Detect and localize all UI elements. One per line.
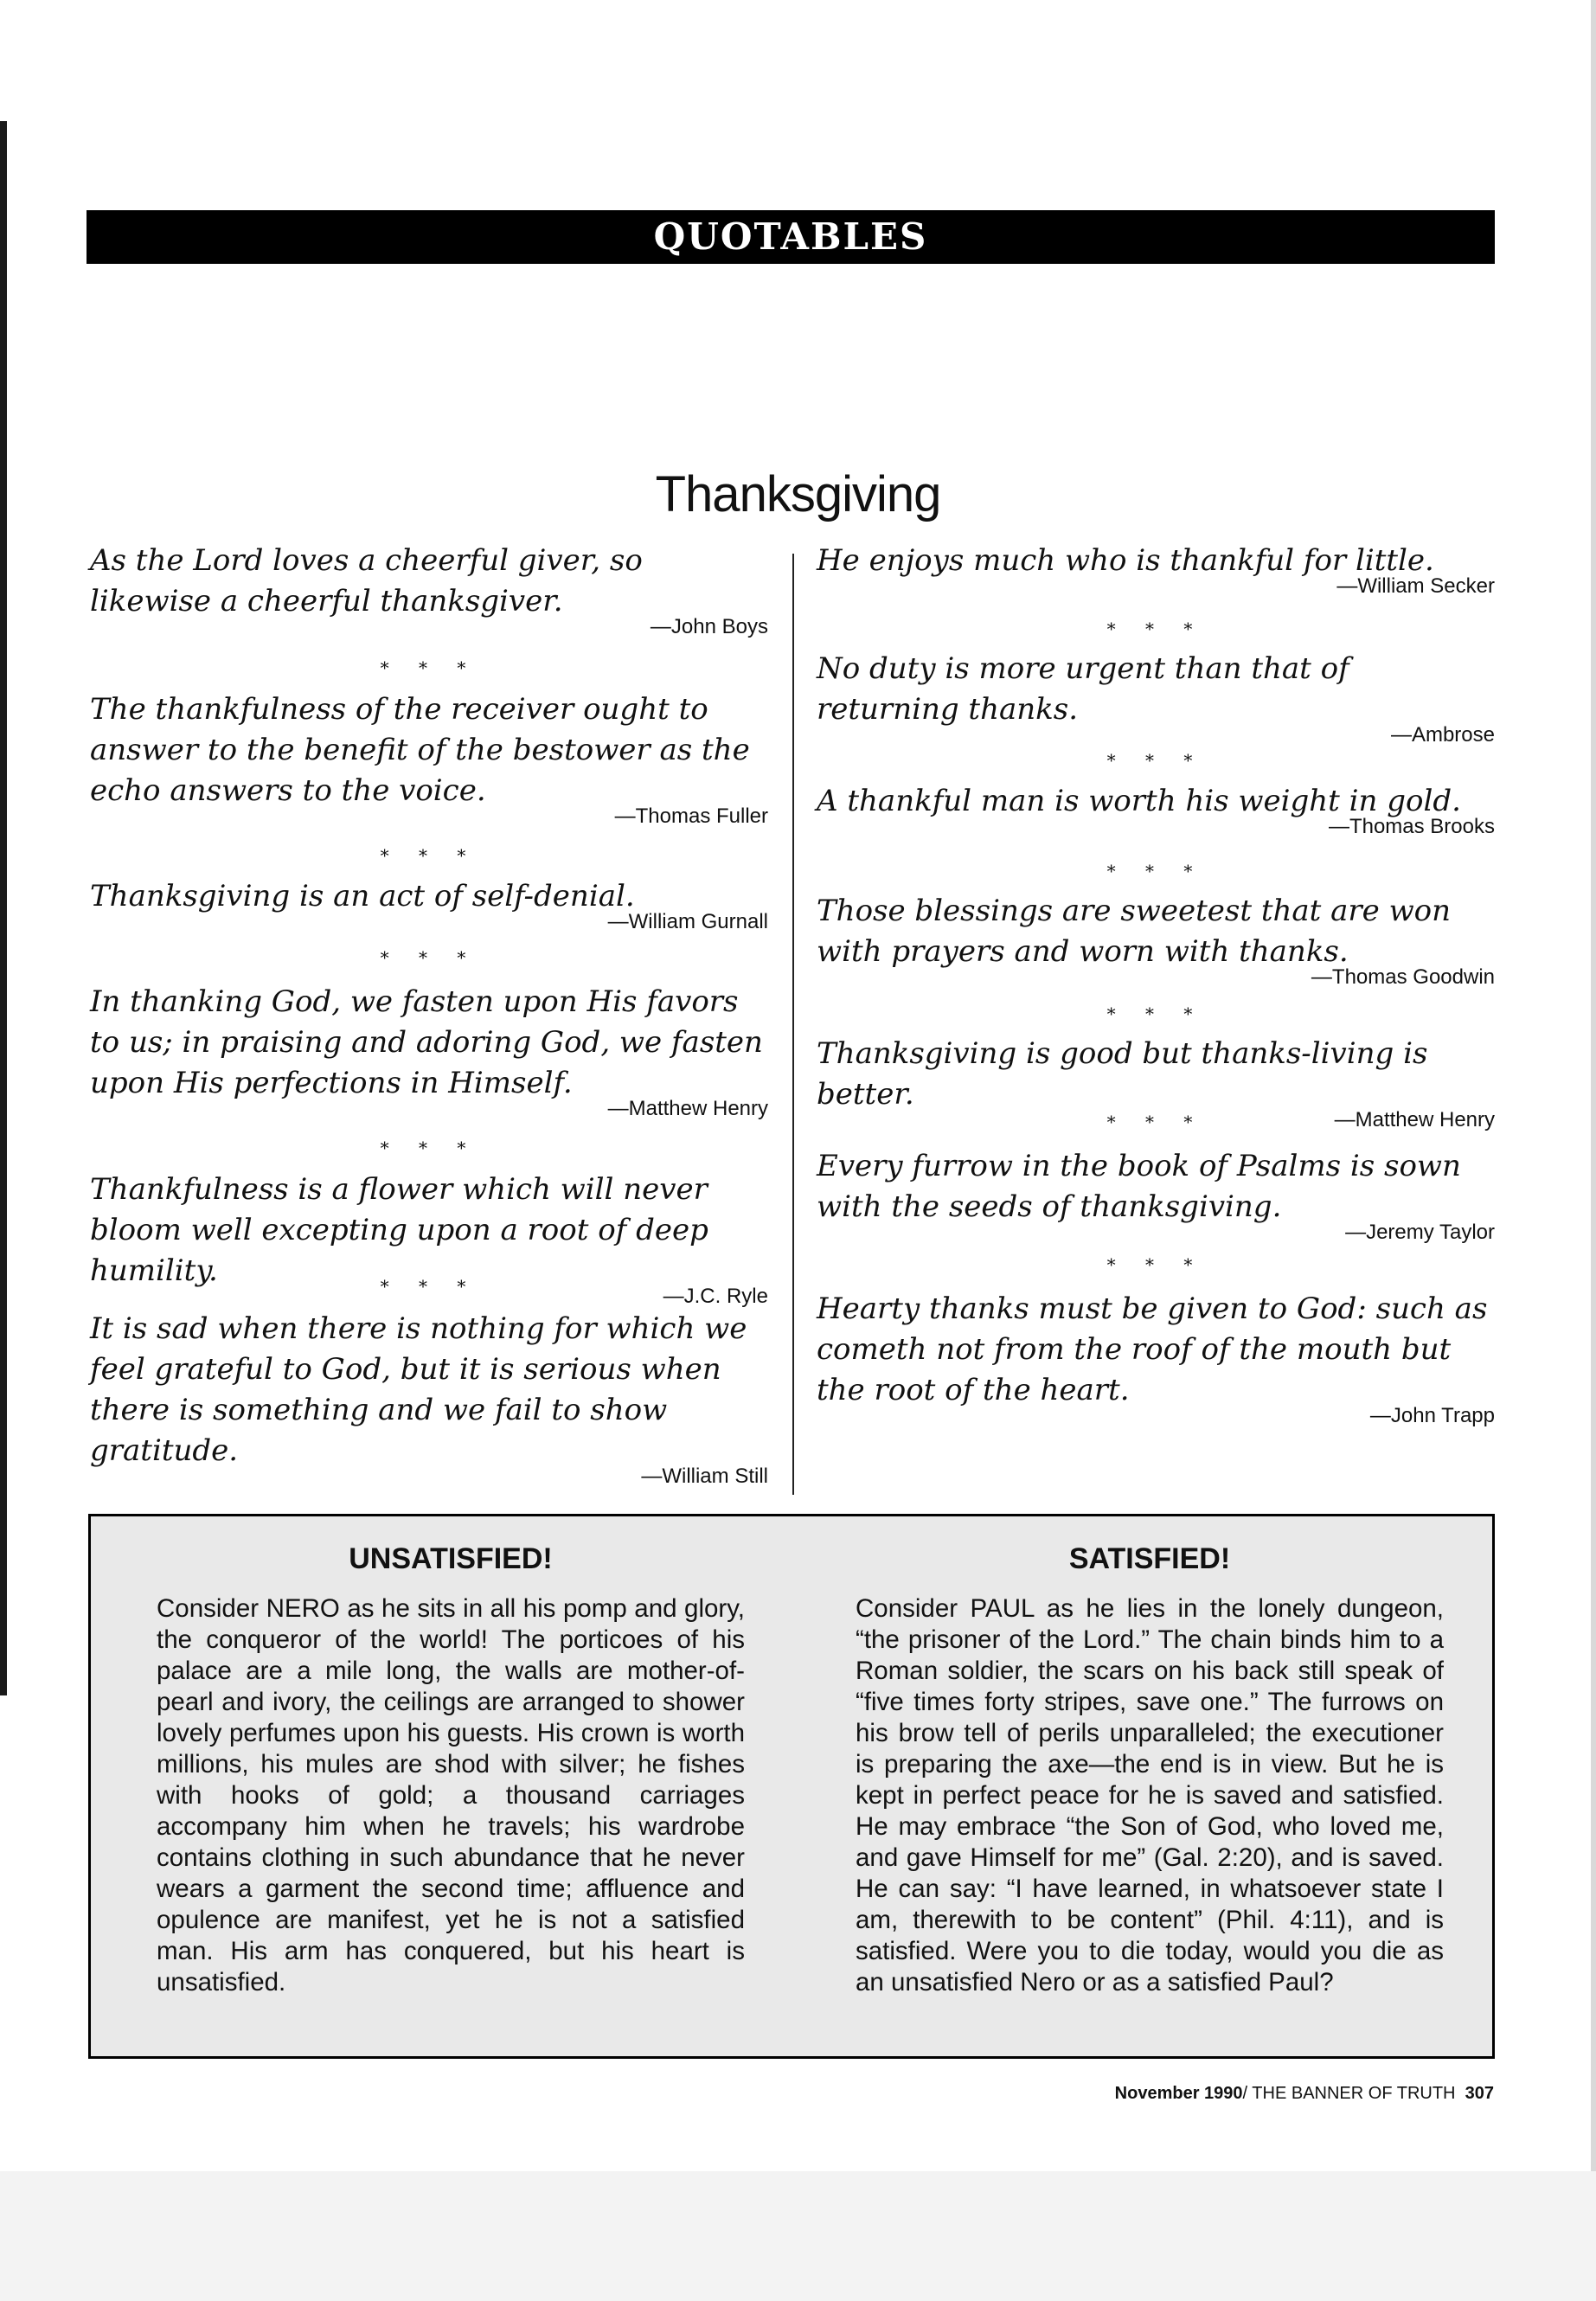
quote-author: —J.C. Ryle <box>663 1285 768 1308</box>
quote-author: —William Gurnall <box>607 910 768 933</box>
separator-stars: * * * <box>380 947 478 968</box>
quote-text: Those blessings are sweetest that are won with prayers and worn with thanks. <box>817 894 1452 969</box>
satisfied-column <box>856 1542 1444 1998</box>
quote-item <box>90 689 768 829</box>
quote-text: He enjoys much who is thankful for little. <box>817 543 1434 578</box>
footer-date: November 1990 <box>1114 2084 1243 2103</box>
separator-stars: * * * <box>380 1138 478 1158</box>
quote-author: —Matthew Henry <box>607 1097 768 1120</box>
page-footer <box>1115 2084 1494 2104</box>
separator-stars: * * * <box>380 845 478 866</box>
quote-item <box>90 982 768 1121</box>
page-bottom-margin <box>0 2171 1596 2301</box>
comparison-box <box>88 1514 1495 2059</box>
separator-stars: * * * <box>1106 619 1205 639</box>
satisfied-text: Consider PAUL as he lies in the lonely dungeon, “the prisoner of the Lord.” The chain binds him to a Roman soldier, the scars on his back still speak of “five times forty stripes, save one.” The furrows on his brow tell of perils unparalleled; the executioner is preparing the axe—the end is in view. But he is kept in perfect peace for he is saved and satisfied. He may embrace “the Son of God, who loved me, and gave Himself for me” (Gal. 2:20), and is saved. He can say: “I have learned, in whatsoever state I am, therewith to be content” (Phil. 4:11), and is satisfied. Were you to die today, would you die as an unsatisfied Nero or as a satisfied Paul? <box>856 1594 1444 1997</box>
quote-text: Thanksgiving is an act of self-denial. <box>90 879 635 913</box>
page-edge-shadow <box>1591 0 1596 2301</box>
unsatisfied-heading: UNSATISFIED! <box>349 1542 553 1575</box>
quote-author: —Ambrose <box>1390 723 1495 747</box>
quote-author: —John Trapp <box>1369 1404 1495 1427</box>
quote-text: Hearty thanks must be given to God: such as cometh not from the roof of the mouth but the root of the heart. <box>817 1292 1488 1407</box>
quote-item <box>817 781 1495 839</box>
separator-stars: * * * <box>1106 1112 1205 1132</box>
quote-text: Thanksgiving is good but thanks-living is better. <box>817 1036 1428 1112</box>
separator-stars: * * * <box>1106 1254 1205 1275</box>
column-divider <box>792 554 794 1495</box>
separator-stars: * * * <box>1106 1003 1205 1024</box>
separator-stars: * * * <box>380 1276 478 1297</box>
quote-item <box>90 541 768 639</box>
quote-author: —John Boys <box>650 615 768 638</box>
quote-author: —William Still <box>641 1465 768 1488</box>
separator-stars: * * * <box>1106 750 1205 771</box>
quote-author: —Thomas Brooks <box>1328 815 1495 838</box>
quote-item <box>817 541 1495 599</box>
satisfied-heading: SATISFIED! <box>1068 1542 1231 1575</box>
quote-item <box>817 1146 1495 1245</box>
quote-text: No duty is more urgent than that of returning thanks. <box>817 651 1349 727</box>
footer-publication: / THE BANNER OF TRUTH <box>1242 2084 1456 2103</box>
quote-author: —Thomas Fuller <box>614 804 768 828</box>
footer-page-number: 307 <box>1465 2084 1494 2103</box>
quote-author: —Thomas Goodwin <box>1311 965 1495 989</box>
separator-stars: * * * <box>380 657 478 678</box>
quote-author: —Matthew Henry <box>1334 1108 1495 1131</box>
quote-author: —William Secker <box>1336 574 1495 598</box>
quote-text: The thankfulness of the receiver ought to answer to the benefit of the bestower as the echo answers to the voice. <box>90 692 750 808</box>
quote-item <box>90 1309 768 1489</box>
quote-text: Every furrow in the book of Psalms is sown with the seeds of thanksgiving. <box>817 1149 1461 1224</box>
page-title: Thanksgiving <box>655 466 941 522</box>
quote-text: As the Lord loves a cheerful giver, so likewise a cheerful thanksgiver. <box>90 543 643 619</box>
section-banner: QUOTABLES <box>87 210 1495 264</box>
separator-stars: * * * <box>1106 861 1205 881</box>
quote-item <box>817 649 1495 747</box>
page-edge <box>0 121 7 1695</box>
quote-text: Thankfulness is a flower which will never bloom well excepting upon a root of deep humility. <box>90 1172 708 1288</box>
quote-text: A thankful man is worth his weight in gold. <box>817 784 1461 818</box>
quote-item <box>817 1289 1495 1428</box>
unsatisfied-text: Consider NERO as he sits in all his pomp and glory, the conqueror of the world! The porticoes of his palace are a mile long, the walls are mother-of-pearl and ivory, the ceilings are arranged to shower lovely perfumes upon his guests. His crown is worth millions, his mules are shod with silver; he fishes with hooks of gold; a thousand carriages accompany him when he travels; his wardrobe contains clothing in such abundance that he never wears a garment the second time; affluence and opulence are manifest, yet he is not a satisfied man. His arm has conquered, but his heart is unsatisfied. <box>157 1594 745 1997</box>
quote-text: In thanking God, we fasten upon His favors to us; in praising and adoring God, we fasten upon His perfections in Himself. <box>90 984 763 1100</box>
quote-text: It is sad when there is nothing for which we feel grateful to God, but it is serious when there is something and we fail to show gratitude. <box>90 1311 747 1468</box>
quote-item <box>90 876 768 934</box>
quote-item <box>817 891 1495 990</box>
quote-author: —Jeremy Taylor <box>1345 1221 1495 1244</box>
unsatisfied-column <box>157 1542 745 1998</box>
